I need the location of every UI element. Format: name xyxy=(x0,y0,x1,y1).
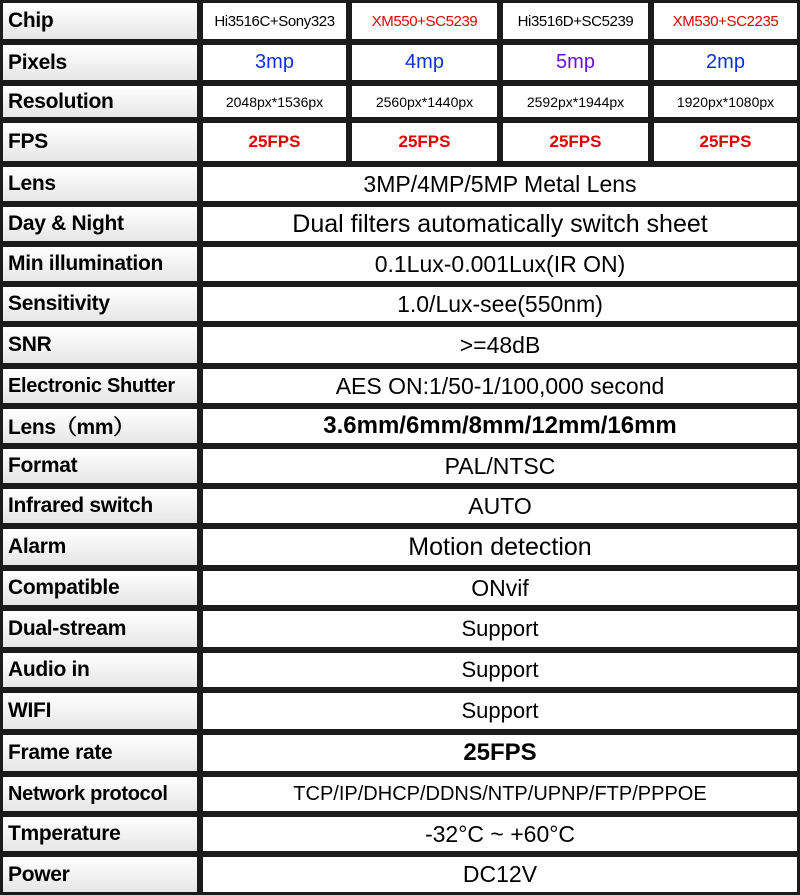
row-snr xyxy=(0,324,800,366)
row-label: Power xyxy=(3,857,197,892)
chip-cell: Hi3516D+SC5239 xyxy=(503,3,648,39)
row-network-protocol xyxy=(0,774,800,814)
fps-cell: 25FPS xyxy=(654,123,797,161)
row-label: Tmperature xyxy=(3,817,197,851)
row-label: Lens xyxy=(3,167,197,201)
row-infrared-switch xyxy=(0,486,800,526)
row-value: -32°C ~ +60°C xyxy=(203,817,797,851)
row-value: AES ON:1/50-1/100,000 second xyxy=(203,369,797,403)
row-value: DC12V xyxy=(203,857,797,892)
row-audio-in xyxy=(0,650,800,690)
row-lens-mm xyxy=(0,406,800,446)
row-pixels xyxy=(0,42,800,83)
resolution-cell: 2560px*1440px xyxy=(352,86,497,117)
row-power xyxy=(0,854,800,895)
row-frame-rate xyxy=(0,732,800,774)
row-label: FPS xyxy=(3,123,197,161)
row-value: 1.0/Lux-see(550nm) xyxy=(203,287,797,321)
row-value: >=48dB xyxy=(203,327,797,363)
row-label: Frame rate xyxy=(3,735,197,771)
row-label: Dual-stream xyxy=(3,611,197,647)
row-value: AUTO xyxy=(203,489,797,523)
row-label: Infrared switch xyxy=(3,489,197,523)
pixels-cell: 2mp xyxy=(654,45,797,80)
row-lens xyxy=(0,164,800,204)
fps-cell: 25FPS xyxy=(503,123,648,161)
row-value: Support xyxy=(203,693,797,729)
resolution-cell: 1920px*1080px xyxy=(654,86,797,117)
row-label: Compatible xyxy=(3,571,197,605)
row-label: Min illumination xyxy=(3,247,197,281)
row-value: Motion detection xyxy=(203,529,797,565)
row-temperature xyxy=(0,814,800,854)
row-alarm xyxy=(0,526,800,568)
row-format xyxy=(0,446,800,486)
row-value: Dual filters automatically switch sheet xyxy=(203,207,797,241)
chip-cell: XM530+SC2235 xyxy=(654,3,797,39)
row-sensitivity xyxy=(0,284,800,324)
row-value: Support xyxy=(203,653,797,687)
row-label: Lens（mm） xyxy=(3,409,197,443)
chip-cell: Hi3516C+Sony323 xyxy=(203,3,346,39)
row-electronic-shutter xyxy=(0,366,800,406)
pixels-cell: 3mp xyxy=(203,45,346,80)
row-compatible xyxy=(0,568,800,608)
row-value: PAL/NTSC xyxy=(203,449,797,483)
row-min-illumination xyxy=(0,244,800,284)
row-value: 25FPS xyxy=(203,735,797,771)
resolution-cell: 2048px*1536px xyxy=(203,86,346,117)
row-label: Electronic Shutter xyxy=(3,369,197,403)
row-label: Format xyxy=(3,449,197,483)
row-value: ONvif xyxy=(203,571,797,605)
row-label: Sensitivity xyxy=(3,287,197,321)
row-value: 3MP/4MP/5MP Metal Lens xyxy=(203,167,797,201)
row-label: WIFI xyxy=(3,693,197,729)
row-value: Support xyxy=(203,611,797,647)
row-label: Resolution xyxy=(3,86,197,117)
row-label: Pixels xyxy=(3,45,197,80)
row-resolution xyxy=(0,83,800,120)
row-value: 0.1Lux-0.001Lux(IR ON) xyxy=(203,247,797,281)
resolution-cell: 2592px*1944px xyxy=(503,86,648,117)
row-day-night xyxy=(0,204,800,244)
row-label: Chip xyxy=(3,3,197,39)
row-chip xyxy=(0,0,800,42)
pixels-cell: 5mp xyxy=(503,45,648,80)
row-wifi xyxy=(0,690,800,732)
row-value: 3.6mm/6mm/8mm/12mm/16mm xyxy=(203,409,797,443)
fps-cell: 25FPS xyxy=(203,123,346,161)
fps-cell: 25FPS xyxy=(352,123,497,161)
chip-cell: XM550+SC5239 xyxy=(352,3,497,39)
row-value: TCP/IP/DHCP/DDNS/NTP/UPNP/FTP/PPPOE xyxy=(203,777,797,811)
row-fps xyxy=(0,120,800,164)
row-label: Day & Night xyxy=(3,207,197,241)
row-label: Network protocol xyxy=(3,777,197,811)
row-label: Audio in xyxy=(3,653,197,687)
pixels-cell: 4mp xyxy=(352,45,497,80)
row-label: SNR xyxy=(3,327,197,363)
row-dual-stream xyxy=(0,608,800,650)
row-label: Alarm xyxy=(3,529,197,565)
